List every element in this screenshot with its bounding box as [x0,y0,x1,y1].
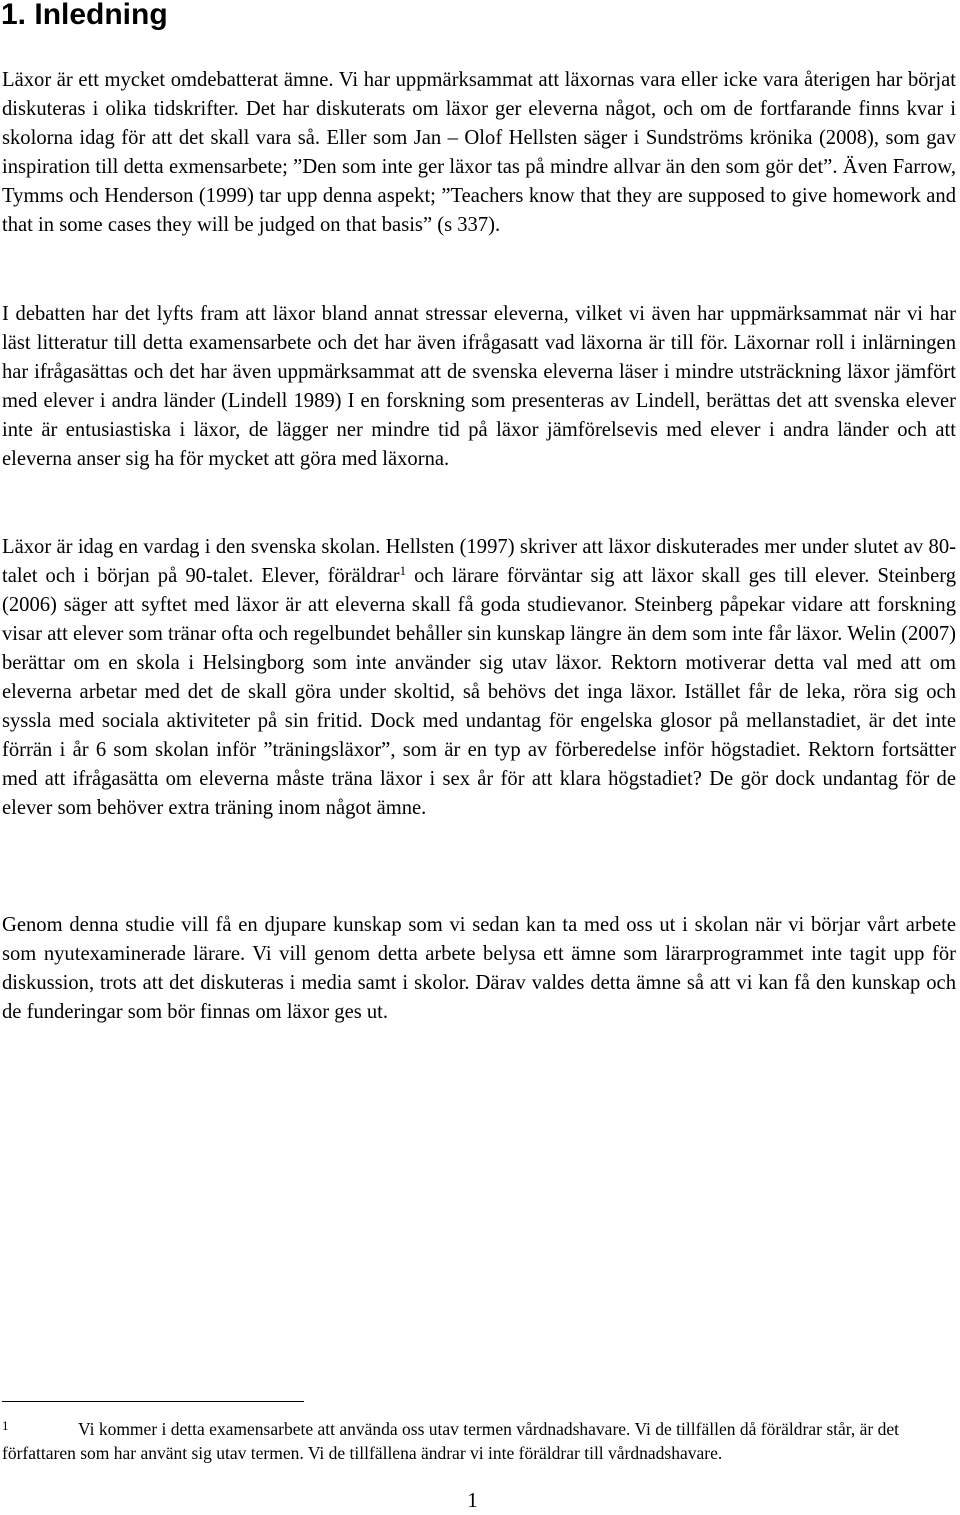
footnote [2,1414,902,1465]
footnote-marker: 1 [2,1418,9,1433]
paragraph-debate: I debatten har det lyfts fram att läxor bland annat stressar eleverna, vilket vi även har uppmärksammat när vi har läst litteratur till detta examensarbete och det har även ifrågasatt vad läxorna är till för. Läxornar roll i inlärningen har ifrågasättas och det har även uppmärksammat att de svenska eleverna läser i mindre utsträckning läxor jämfört med elever i andra länder (Lindell 1989) I en forskning som presenteras av Lindell, berättas det att svenska elever inte är entusiastiska i läxor, de lägger ner mindre tid på läxor jämförelsevis med elever i andra länder och att eleverna anser sig ha för mycket att göra med läxorna. [2,303,956,470]
footnote-text: Vi kommer i detta examensarbete att använda oss utav termen vårdnadshavare. Vi de tillfällen då föräldrar står, är det författaren som har använt sig utav termen. Vi de tillfällena ändrar vi inte föräldrar till vårdnadshavare. [2,1419,899,1463]
paragraph-everyday-homework [2,533,956,823]
paragraph-intro: Läxor är ett mycket omdebatterat ämne. Vi har uppmärksammat att läxornas vara eller icke vara återigen har börjat diskuteras i olika tidskrifter. Det har diskuterats om läxor ger eleverna något, och om de fortfarande finns kvar i skolorna idag för att det skall vara så. Eller som Jan – Olof Hellsten säger i Sundströms krönika (2008), som gav inspiration till detta exmensarbete; ”Den som inte ger läxor tas på mindre allvar än den som gör det”. Även Farrow, Tymms och Henderson (1999) tar upp denna aspekt; ”Teachers know that they are supposed to give homework and that in some cases they will be judged on that basis” (s 337). [2,69,956,236]
page-number: 1 [467,1488,478,1512]
paragraph-text-part: Läxor är idag en vardag i den svenska skolan. Hellsten (1997) skriver att läxor diskuterades mer under slutet av 80-talet och i början på 90-talet. Elever, föräldrar [2,536,956,587]
paragraph-study-aim: Genom denna studie vill få en djupare kunskap som vi sedan kan ta med oss ut i skolan när vi börjar vårt arbete som nyutexaminerade lärare. Vi vill genom detta arbete belysa ett ämne som lärarprogrammet inte tagit upp för diskussion, trots att det diskuteras i media samt i skolor. Därav valdes detta ämne så att vi kan få den kunskap och de funderingar som bör finnas om läxor ges ut. [2,914,956,1023]
footnote-reference: 1 [399,563,407,578]
footnote-divider [2,1401,304,1402]
paragraph-text-part: och lärare förväntar sig att läxor skall ges till elever. Steinberg (2006) säger att syftet med läxor är att eleverna skall få goda studievanor. Steinberg påpekar vidare att forskning visar att elever som tränar ofta och regelbundet behåller sin kunskap längre än dem som inte får läxor. Welin (2007) berättar om en skola i Helsingborg som inte använder sig utav läxor. Rektorn motiverar detta val med att om eleverna arbetar med det de skall göra under skoltid, så behövs det inga läxor. Istället får de leka, röra sig och syssla med sociala aktiviteter på sin fritid. Dock med undantag för engelska glosor på mellanstadiet, är det inte förrän i år 6 som skolan inför ”träningsläxor”, som är en typ av förberedelse inför högstadiet. Rektorn fortsätter med att ifrågasätta om eleverna måste träna läxor i sex år för att klara högstadiet? De gör dock undantag för de elever som behöver extra träning inom något ämne. [2,565,956,819]
section-heading: 1. Inledning [1,0,168,31]
